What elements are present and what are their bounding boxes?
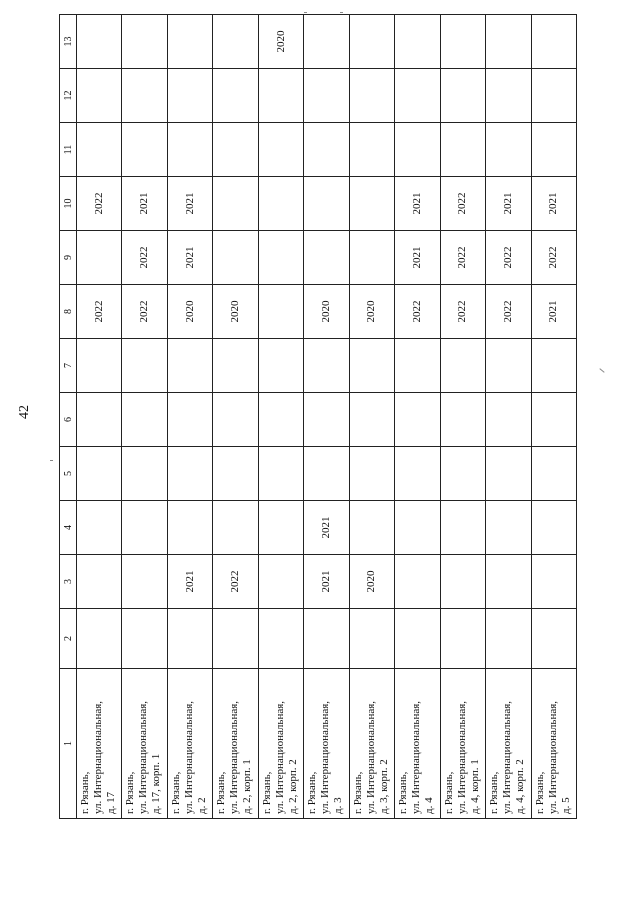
- year-cell-col-8: 2022: [440, 285, 485, 339]
- year-cell-col-6: [486, 393, 531, 447]
- address-line: д. 4, корп. 1: [468, 759, 481, 814]
- year-cell-col-2: [167, 609, 212, 669]
- year-cell-col-4: [349, 501, 394, 555]
- address-line: ул. Интернациональная,: [319, 700, 332, 814]
- address-line: д. 3: [332, 797, 345, 814]
- column-header-6: 6: [60, 393, 77, 447]
- year-cell-col-11: [258, 123, 303, 177]
- address-line: ул. Интернациональная,: [137, 700, 150, 814]
- year-cell-col-2: [440, 609, 485, 669]
- year-cell-col-10: 2021: [486, 177, 531, 231]
- year-cell-col-10: 2021: [531, 177, 576, 231]
- year-cell-col-3: 2021: [304, 555, 349, 609]
- address-line: г. Рязань,: [397, 771, 410, 814]
- address-line: г. Рязань,: [533, 771, 546, 814]
- year-cell-col-5: [395, 447, 440, 501]
- year-cell-col-2: [531, 609, 576, 669]
- year-cell-col-3: 2022: [213, 555, 258, 609]
- year-cell-col-3: [395, 555, 440, 609]
- year-cell-col-2: [213, 609, 258, 669]
- year-cell-col-10: 2021: [167, 177, 212, 231]
- year-cell-col-7: [213, 339, 258, 393]
- year-cell-col-11: [77, 123, 122, 177]
- address-line: ул. Интернациональная,: [364, 700, 377, 814]
- year-cell-col-9: 2022: [440, 231, 485, 285]
- year-cell-col-13: [531, 15, 576, 69]
- year-cell-col-9: [349, 231, 394, 285]
- year-cell-col-4: 2021: [304, 501, 349, 555]
- address-cell: [258, 669, 303, 819]
- year-cell-col-6: [122, 393, 167, 447]
- address-line: ул. Интернациональная,: [455, 700, 468, 814]
- year-cell-col-5: [213, 447, 258, 501]
- year-cell-col-6: [531, 393, 576, 447]
- year-cell-col-11: [531, 123, 576, 177]
- year-cell-col-13: [304, 15, 349, 69]
- year-cell-col-7: [486, 339, 531, 393]
- renovation-schedule-table: [59, 14, 577, 819]
- year-cell-col-5: [258, 447, 303, 501]
- year-cell-col-10: [349, 177, 394, 231]
- address-line: ул. Интернациональная,: [501, 700, 514, 814]
- address-line: д. 2: [195, 797, 208, 814]
- year-cell-col-6: [167, 393, 212, 447]
- year-cell-col-7: [258, 339, 303, 393]
- year-cell-col-4: [77, 501, 122, 555]
- year-cell-col-12: [395, 69, 440, 123]
- year-cell-col-12: [349, 69, 394, 123]
- table-row: [122, 15, 167, 819]
- year-cell-col-4: [213, 501, 258, 555]
- year-cell-col-2: [77, 609, 122, 669]
- year-cell-col-5: [122, 447, 167, 501]
- year-cell-col-12: [531, 69, 576, 123]
- year-cell-col-4: [486, 501, 531, 555]
- year-cell-col-11: [304, 123, 349, 177]
- year-cell-col-7: [349, 339, 394, 393]
- year-cell-col-13: [213, 15, 258, 69]
- year-cell-col-4: [440, 501, 485, 555]
- column-header-5: 5: [60, 447, 77, 501]
- year-cell-col-11: [213, 123, 258, 177]
- column-header-1: 1: [60, 669, 77, 819]
- address-line: г. Рязань,: [79, 771, 91, 814]
- year-cell-col-12: [167, 69, 212, 123]
- table-row: [349, 15, 394, 819]
- address-line: ул. Интернациональная,: [410, 700, 423, 814]
- year-cell-col-9: [304, 231, 349, 285]
- year-cell-col-3: [122, 555, 167, 609]
- column-header-2: 2: [60, 609, 77, 669]
- table-body: [77, 15, 577, 819]
- year-cell-col-13: [167, 15, 212, 69]
- year-cell-col-11: [486, 123, 531, 177]
- page-number: 42: [17, 405, 32, 419]
- year-cell-col-8: 2020: [167, 285, 212, 339]
- address-cell: [77, 669, 122, 819]
- table-row: [304, 15, 349, 819]
- table-row: [440, 15, 485, 819]
- address-line: д. 17, корп. 1: [150, 753, 163, 814]
- year-cell-col-10: [258, 177, 303, 231]
- year-cell-col-13: [77, 15, 122, 69]
- year-cell-col-13: [122, 15, 167, 69]
- address-line: д. 2, корп. 2: [286, 759, 299, 814]
- column-header-13: 13: [60, 15, 77, 69]
- year-cell-col-6: [440, 393, 485, 447]
- address-cell: [304, 669, 349, 819]
- year-cell-col-3: [77, 555, 122, 609]
- year-cell-col-6: [304, 393, 349, 447]
- column-header-7: 7: [60, 339, 77, 393]
- year-cell-col-5: [304, 447, 349, 501]
- year-cell-col-3: [440, 555, 485, 609]
- year-cell-col-4: [167, 501, 212, 555]
- address-line: г. Рязань,: [124, 771, 137, 814]
- year-cell-col-13: [349, 15, 394, 69]
- year-cell-col-13: 2020: [258, 15, 303, 69]
- address-line: ул. Интернациональная,: [273, 700, 286, 814]
- year-cell-col-9: 2021: [395, 231, 440, 285]
- year-cell-col-7: [122, 339, 167, 393]
- year-cell-col-8: 2020: [304, 285, 349, 339]
- year-cell-col-10: 2022: [77, 177, 122, 231]
- table-row: [531, 15, 576, 819]
- year-cell-col-2: [395, 609, 440, 669]
- address-cell: [395, 669, 440, 819]
- year-cell-col-12: [213, 69, 258, 123]
- address-line: г. Рязань,: [488, 771, 501, 814]
- year-cell-col-9: 2022: [531, 231, 576, 285]
- address-line: д. 4: [423, 797, 436, 814]
- scan-speck: [50, 460, 53, 461]
- scan-speck: [599, 368, 604, 373]
- year-cell-col-5: [486, 447, 531, 501]
- scan-speck: [340, 12, 343, 13]
- year-cell-col-5: [349, 447, 394, 501]
- year-cell-col-12: [304, 69, 349, 123]
- column-header-3: 3: [60, 555, 77, 609]
- year-cell-col-9: [77, 231, 122, 285]
- address-cell: [440, 669, 485, 819]
- year-cell-col-8: 2022: [77, 285, 122, 339]
- year-cell-col-8: 2021: [531, 285, 576, 339]
- year-cell-col-3: [531, 555, 576, 609]
- year-cell-col-5: [77, 447, 122, 501]
- year-cell-col-5: [167, 447, 212, 501]
- year-cell-col-13: [486, 15, 531, 69]
- address-line: д. 2, корп. 1: [241, 759, 254, 814]
- year-cell-col-3: [258, 555, 303, 609]
- address-cell: [486, 669, 531, 819]
- column-header-8: 8: [60, 285, 77, 339]
- year-cell-col-12: [486, 69, 531, 123]
- address-line: ул. Интернациональная,: [182, 700, 195, 814]
- year-cell-col-2: [349, 609, 394, 669]
- table-row: [486, 15, 531, 819]
- address-line: д. 17: [105, 791, 117, 814]
- year-cell-col-13: [440, 15, 485, 69]
- year-cell-col-11: [395, 123, 440, 177]
- address-line: д. 3, корп. 2: [377, 759, 390, 814]
- year-cell-col-11: [440, 123, 485, 177]
- year-cell-col-7: [167, 339, 212, 393]
- year-cell-col-12: [440, 69, 485, 123]
- table-row: [258, 15, 303, 819]
- address-cell: [531, 669, 576, 819]
- year-cell-col-6: [395, 393, 440, 447]
- year-cell-col-8: 2022: [395, 285, 440, 339]
- column-header-11: 11: [60, 123, 77, 177]
- year-cell-col-7: [395, 339, 440, 393]
- column-header-4: 4: [60, 501, 77, 555]
- address-line: г. Рязань,: [260, 771, 273, 814]
- year-cell-col-7: [77, 339, 122, 393]
- year-cell-col-11: [349, 123, 394, 177]
- address-line: д. 4, корп. 2: [514, 759, 527, 814]
- address-line: г. Рязань,: [215, 771, 228, 814]
- year-cell-col-11: [167, 123, 212, 177]
- year-cell-col-9: 2021: [167, 231, 212, 285]
- year-cell-col-3: 2021: [167, 555, 212, 609]
- year-cell-col-7: [531, 339, 576, 393]
- year-cell-col-9: [213, 231, 258, 285]
- year-cell-col-10: 2022: [440, 177, 485, 231]
- table-row: [213, 15, 258, 819]
- year-cell-col-8: 2022: [486, 285, 531, 339]
- year-cell-col-7: [440, 339, 485, 393]
- address-line: ул. Интернациональная,: [546, 700, 559, 814]
- year-cell-col-6: [213, 393, 258, 447]
- header-row: [60, 15, 77, 819]
- year-cell-col-12: [258, 69, 303, 123]
- year-cell-col-11: [122, 123, 167, 177]
- rotated-table-container: [59, 29, 577, 819]
- address-line: д. 5: [559, 797, 572, 814]
- year-cell-col-3: [486, 555, 531, 609]
- address-line: г. Рязань,: [351, 771, 364, 814]
- year-cell-col-10: [213, 177, 258, 231]
- year-cell-col-6: [349, 393, 394, 447]
- year-cell-col-10: 2021: [395, 177, 440, 231]
- year-cell-col-4: [122, 501, 167, 555]
- year-cell-col-7: [304, 339, 349, 393]
- column-header-10: 10: [60, 177, 77, 231]
- year-cell-col-4: [531, 501, 576, 555]
- year-cell-col-2: [304, 609, 349, 669]
- table-row: [77, 15, 122, 819]
- year-cell-col-5: [440, 447, 485, 501]
- year-cell-col-8: 2020: [213, 285, 258, 339]
- year-cell-col-8: [258, 285, 303, 339]
- address-cell: [122, 669, 167, 819]
- year-cell-col-5: [531, 447, 576, 501]
- year-cell-col-8: 2020: [349, 285, 394, 339]
- address-line: ул. Интернациональная,: [92, 700, 104, 814]
- address-cell: [349, 669, 394, 819]
- column-header-12: 12: [60, 69, 77, 123]
- column-header-9: 9: [60, 231, 77, 285]
- year-cell-col-2: [486, 609, 531, 669]
- year-cell-col-6: [77, 393, 122, 447]
- year-cell-col-9: 2022: [486, 231, 531, 285]
- year-cell-col-8: 2022: [122, 285, 167, 339]
- address-line: г. Рязань,: [442, 771, 455, 814]
- address-line: г. Рязань,: [169, 771, 182, 814]
- year-cell-col-6: [258, 393, 303, 447]
- year-cell-col-12: [122, 69, 167, 123]
- address-cell: [213, 669, 258, 819]
- scan-speck: [304, 12, 307, 13]
- year-cell-col-10: [304, 177, 349, 231]
- year-cell-col-2: [122, 609, 167, 669]
- table-row: [395, 15, 440, 819]
- year-cell-col-10: 2021: [122, 177, 167, 231]
- address-line: ул. Интернациональная,: [228, 700, 241, 814]
- year-cell-col-12: [77, 69, 122, 123]
- year-cell-col-3: 2020: [349, 555, 394, 609]
- year-cell-col-4: [395, 501, 440, 555]
- year-cell-col-2: [258, 609, 303, 669]
- year-cell-col-13: [395, 15, 440, 69]
- table-row: [167, 15, 212, 819]
- year-cell-col-9: [258, 231, 303, 285]
- year-cell-col-9: 2022: [122, 231, 167, 285]
- year-cell-col-4: [258, 501, 303, 555]
- address-cell: [167, 669, 212, 819]
- address-line: г. Рязань,: [306, 771, 319, 814]
